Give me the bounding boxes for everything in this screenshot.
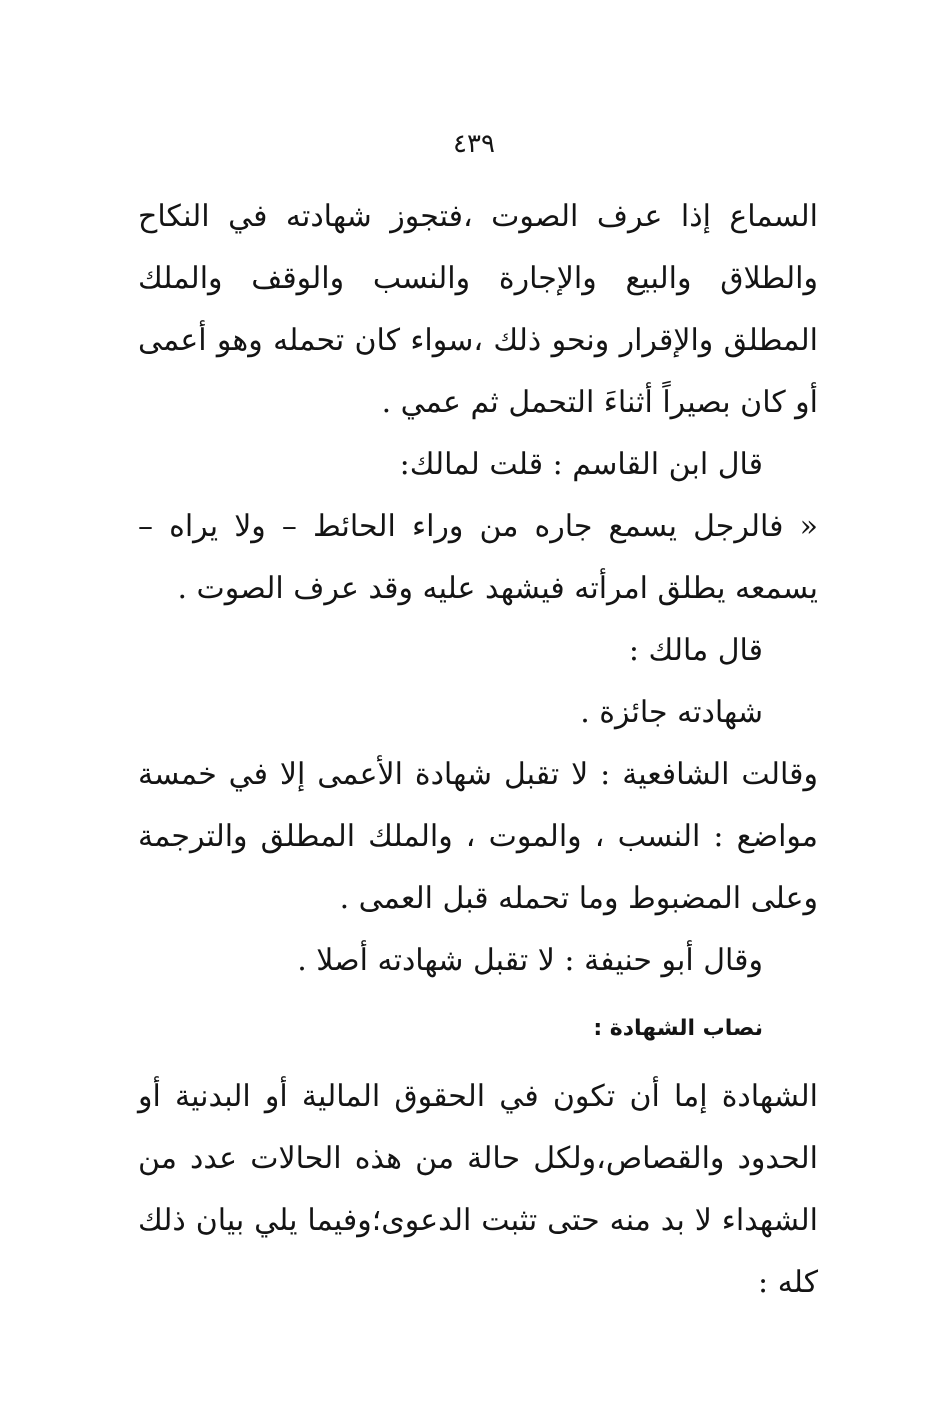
paragraph-malik-said: قال مالك : xyxy=(628,633,763,668)
page-number: ٤٣٩ xyxy=(453,129,495,159)
section-heading-quorum-of-testimony: نصاب الشهادة : xyxy=(593,1016,763,1041)
paragraph-ibn-qasim-question: قال ابن القاسم : قلت لمالك: xyxy=(399,447,763,482)
paragraph-blind-witness-hearing: السماع إذا عرف الصوت ،فتجوز شهادته في النكاح والطلاق والبيع والإجارة والنسب والوقف والملك المطلق والإقرار ونحو ذلك ،سواء كان تحمله وهو أعمى أو كان بصيراً أثناءَ التحمل ثم عمي . xyxy=(138,199,818,420)
paragraph-neighbor-behind-wall: « فالرجل يسمع جاره من وراء الحائط – ولا يراه – يسمعه يطلق امرأته فيشهد عليه وقد عرف الصوت . xyxy=(138,509,818,606)
paragraph-shafii-opinion: وقالت الشافعية : لا تقبل شهادة الأعمى إلا في خمسة مواضع : النسب ، والموت ، والملك المطلق والترجمة وعلى المضبوط وما تحمله قبل العمى . xyxy=(138,757,818,916)
paragraph-abu-hanifa-opinion: وقال أبو حنيفة : لا تقبل شهادته أصلا . xyxy=(297,943,763,978)
paragraph-testimony-valid: شهادته جائزة . xyxy=(580,695,763,730)
paragraph-quorum-of-testimony: الشهادة إما أن تكون في الحقوق المالية أو البدنية أو الحدود والقصاص،ولكل حالة من هذه الحالات عدد من الشهداء لا بد منه حتى تثبت الدعوى؛وفيما يلي بيان ذلك كله : xyxy=(138,1079,818,1300)
